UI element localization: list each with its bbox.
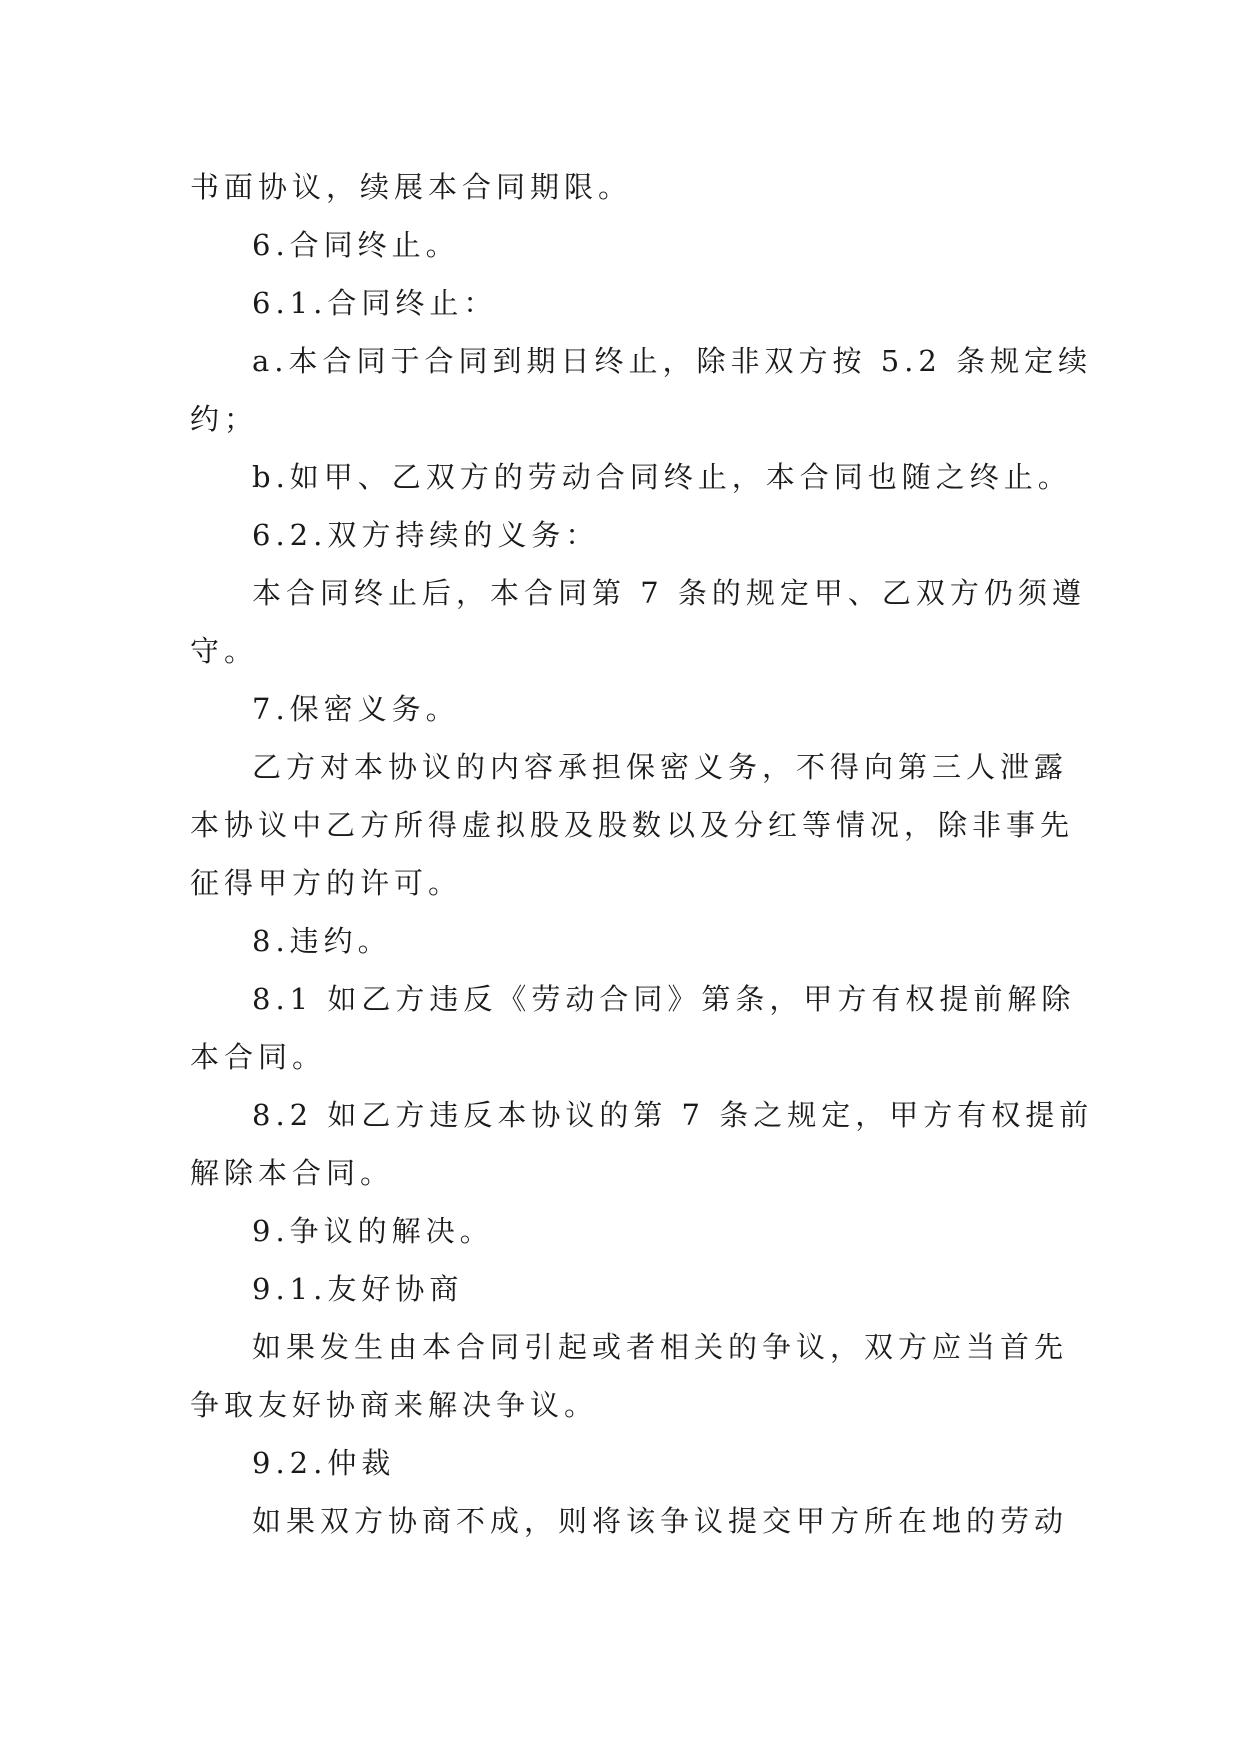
paragraph-line: 守。 bbox=[190, 634, 259, 668]
paragraph-line: 9.争议的解决。 bbox=[252, 1214, 494, 1248]
paragraph-line: 约； bbox=[190, 402, 259, 436]
paragraph-line: 争取友好协商来解决争议。 bbox=[190, 1388, 599, 1422]
paragraph-line: a.本合同于合同到期日终止，除非双方按 5.2 条规定续 bbox=[252, 344, 1093, 378]
paragraph-line: 解除本合同。 bbox=[190, 1156, 395, 1190]
paragraph-line: 如果发生由本合同引起或者相关的争议，双方应当首先 bbox=[252, 1330, 1069, 1364]
paragraph-line: 6.2.双方持续的义务： bbox=[252, 518, 600, 552]
document-body bbox=[190, 158, 1094, 1550]
paragraph-line: 6.合同终止。 bbox=[252, 228, 460, 262]
paragraph-line: 书面协议，续展本合同期限。 bbox=[190, 170, 633, 204]
paragraph-line: 9.1.友好协商 bbox=[252, 1272, 464, 1306]
paragraph-line: b.如甲、乙双方的劳动合同终止，本合同也随之终止。 bbox=[252, 460, 1072, 494]
paragraph-line: 9.2.仲裁 bbox=[252, 1446, 396, 1480]
paragraph-line: 本合同终止后，本合同第 7 条的规定甲、乙双方仍须遵 bbox=[252, 576, 1086, 610]
paragraph-line: 本协议中乙方所得虚拟股及股数以及分红等情况，除非事先 bbox=[190, 808, 1075, 842]
paragraph-line: 6.1.合同终止： bbox=[252, 286, 498, 320]
paragraph-line: 本合同。 bbox=[190, 1040, 327, 1074]
paragraph-line: 7.保密义务。 bbox=[252, 692, 460, 726]
paragraph-line: 8.2 如乙方违反本协议的第 7 条之规定，甲方有权提前 bbox=[252, 1098, 1094, 1132]
paragraph-line: 乙方对本协议的内容承担保密义务，不得向第三人泄露 bbox=[252, 750, 1069, 784]
paragraph-line: 如果双方协商不成，则将该争议提交甲方所在地的劳动 bbox=[252, 1504, 1069, 1538]
paragraph-line: 8.1 如乙方违反《劳动合同》第条，甲方有权提前解除 bbox=[252, 982, 1076, 1016]
paragraph-line: 8.违约。 bbox=[252, 924, 392, 958]
paragraph-line: 征得甲方的许可。 bbox=[190, 866, 463, 900]
